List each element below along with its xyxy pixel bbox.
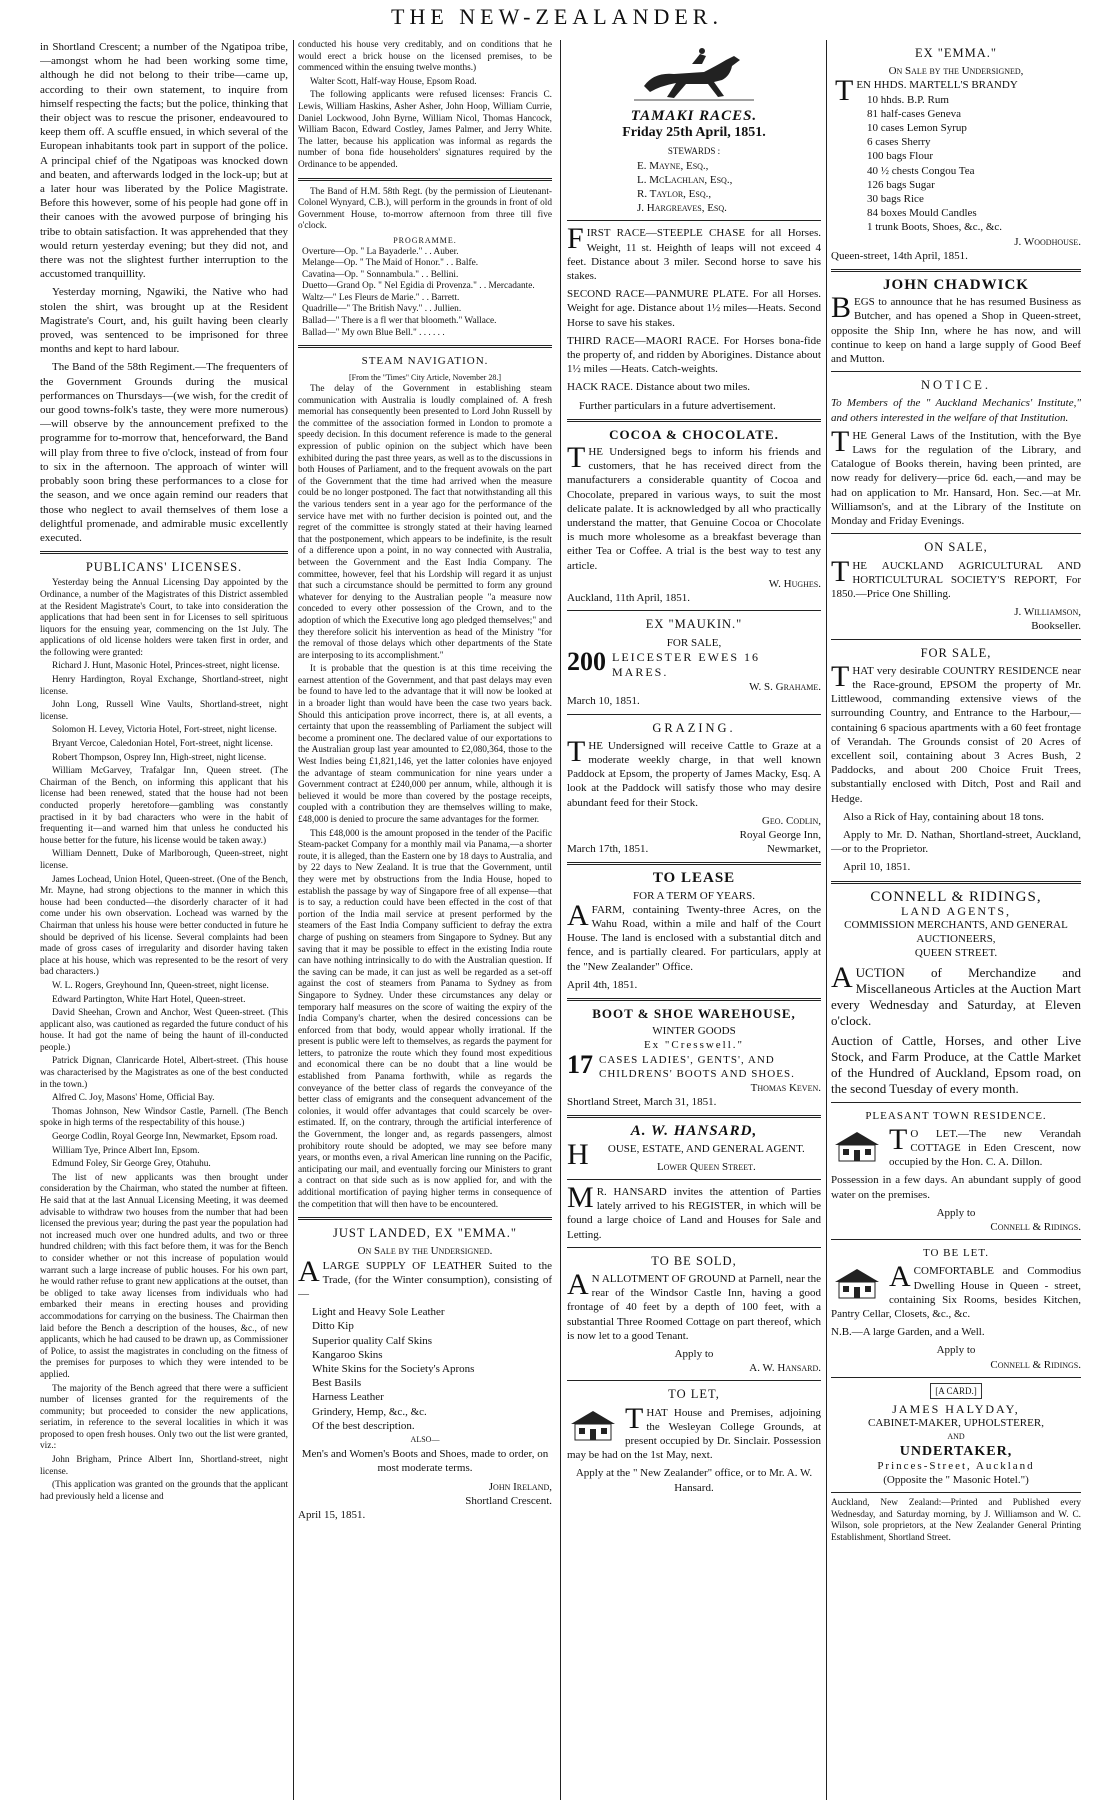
article-paragraph: Yesterday being the Annual Licensing Day appointed by the Ordinance, a number of the Magistrates of this District assembled at the Resident Magistrate's Court, to take into consideration the applications that had been sent in for Licenses to sell spirituous liquors for the ensuing year, commencing on the 1st July. The applications of old license holders were taken first in order, and the following were granted: xyxy=(40,578,288,658)
ad-subheading: On Sale by the Undersigned, xyxy=(888,65,1024,78)
ad-subheading: FOR SALE, xyxy=(666,636,722,649)
goods-item: 84 boxes Mould Candles xyxy=(867,207,977,220)
ad-heading: FOR SALE, xyxy=(920,645,992,660)
divider xyxy=(567,1380,821,1381)
programme-item: Ballad—" My own Blue Bell." . . . . . . xyxy=(302,327,445,338)
card-label: [A CARD.] xyxy=(930,1383,982,1399)
ad-heading: JUST LANDED, EX "EMMA." xyxy=(332,1226,518,1241)
section-heading: STEAM NAVIGATION. xyxy=(361,355,489,368)
imprint: Auckland, New Zealand:—Printed and Published every Wednesday, and Saturday morning, by J. Williamson and W. C. Wilson, sole proprietors, at the New Zealander General Printing Establishment, Shortland Street. xyxy=(831,1498,1081,1544)
steward: R. Taylor, Esq., xyxy=(637,188,712,201)
ad-date: March 10, 1851. xyxy=(567,695,640,708)
source-note: [From the "Times" City Article, November 28.] xyxy=(349,373,501,383)
band-notice: The Band of H.M. 58th Regt. (by the permission of Lieutenant-Colonel Wynyard, C.B.), will perform in the grounds in front of old Government House, to-morrow afternoon from three till five o'clock. xyxy=(298,186,552,232)
card-address: (Opposite the " Masonic Hotel.") xyxy=(883,1474,1029,1487)
divider xyxy=(831,1492,1081,1493)
article-paragraph: Yesterday morning, Ngawiki, the Native who had stolen the shirt, was brought up at the Resident Magistrate's Court, and, his guilt having been clearly proved, was sentenced to be imprisoned for three months and kept to hard labour. xyxy=(40,286,288,356)
ad-heading: GRAZING. xyxy=(652,720,736,735)
ad-heading: JOHN CHADWICK xyxy=(883,277,1029,294)
ad-heading: COCOA & CHOCOLATE. xyxy=(609,426,779,442)
divider xyxy=(567,419,821,422)
card-trade: CABINET-MAKER, UPHOLSTERER, xyxy=(868,1417,1044,1430)
ad-footer xyxy=(567,842,821,856)
ad-text: BEGS to announce that he has resumed Business as Butcher, and has opened a Shop in Queen-street, opposite the Ship Inn, where he has now, and will continue to keep on hand a large supply of Good Beef and Mutton. xyxy=(831,291,1081,366)
ad-subheading: On Sale by the Undersigned. xyxy=(357,1245,493,1258)
race-entry: HACK RACE. Distance about two miles. xyxy=(567,381,751,394)
ad-text: THE General Laws of the Institution, with the Bye Laws for the regulation of the Library, and Catalogue of Books therein, having been printed, are now ready for delivery—price 6d. each,—and may be had on application to Mr. Hansard, Hon. Sec.—at Mr. Williamson's, and at the Library of the Institute on Monday and Friday Evenings. xyxy=(831,424,1081,528)
ad-apply: Apply to xyxy=(936,1344,976,1357)
quantity-number: 200 xyxy=(567,649,606,676)
house-illustration xyxy=(567,1408,619,1442)
goods-item: 126 bags Sugar xyxy=(867,178,935,191)
race-date: Friday 25th April, 1851. xyxy=(622,125,766,141)
license-entry: David Sheehan, Crown and Anchor, West Queen-street. (This applicant also, was cautioned as regarded the future conduct of his house. It had got the name of being the haunt of ill-conducted people.) xyxy=(40,1008,288,1053)
divider xyxy=(298,178,552,181)
racehorse-illustration xyxy=(634,42,754,104)
license-entry: John Long, Russell Wine Vaults, Shortland-street, night license. xyxy=(40,700,288,722)
programme-item: Melange—Op. " The Maid of Honor." . . Balfe. xyxy=(302,258,479,269)
divider xyxy=(567,1179,821,1180)
card-trade: UNDERTAKER, xyxy=(899,1443,1013,1459)
ad-signature: Connell & Ridings. xyxy=(990,1358,1081,1371)
column-1 xyxy=(40,40,288,1800)
ad-address: Newmarket, xyxy=(766,843,821,856)
ad-signature: Geo. Codlin, xyxy=(761,814,821,827)
stewards-list xyxy=(567,159,821,216)
programme-item: Overture—Op. " La Bayaderle." . . Auber. xyxy=(302,246,459,257)
ad-heading: BOOT & SHOE WAREHOUSE, xyxy=(592,1005,796,1021)
leather-item: Grindery, Hemp, &c., &c. xyxy=(312,1405,427,1418)
leather-item: Kangaroo Skins xyxy=(312,1348,383,1361)
ad-apply: Apply at the " New Zealander" office, or to Mr. A. W. Hansard. xyxy=(575,1467,813,1494)
ad-heading: TO BE SOLD, xyxy=(651,1253,737,1268)
ad-signature: W. Hughes. xyxy=(768,577,821,590)
license-entry: Edmund Foley, Sir George Grey, Otahuhu. xyxy=(52,1159,211,1170)
ad-heading: A. W. HANSARD, xyxy=(630,1123,758,1140)
column-3 xyxy=(567,40,821,1800)
ad-heading: EX "EMMA." xyxy=(914,46,997,60)
ad-text: Possession in a few days. An abundant supply of good water on the premises. xyxy=(831,1174,1081,1201)
article-paragraph: The delay of the Government in establishing steam communication with Australia is loudly complained of. A fresh memorial has consequently been presented to Lord John Russell by the committee of the association formed in London to promote a speedy decision. In this document reference is made to the general expression of public opinion on the subject which have been exhibited during the past three years, as well as to the discussions in both Houses of Parliament, and to the frequent avowals on the part of the Government that the time had arrived when the measure could be no longer postponed. The fact that notwithstanding all this the various tenders sent in a year ago for the performance of the service have met with no further decision is pointed out, and the regret of the committee is strongly stated at their having learned that the postponement, which appears to be indefinite, is the result of a difference upon a point, in no way connected with Australia, between the Government and the East India Company. The committee, however, feel that his Lordship will regard it as unjust that such a circumstance should be permitted to form any ground whatever for denying to the Australian people "a measure now conceded to every other possession of the Crown, and to the adoption of which the Executive long ago pledged themselves;" and they therefore solicit his intervention as head of the Ministry "for the removal of those delays which other departments of the State are interposing to its accomplishment." xyxy=(298,384,552,661)
ad-text: ALARGE SUPPLY OF LEATHER Suited to the Trade, (for the Winter consumption), consisting of— xyxy=(298,1254,552,1301)
column-rule xyxy=(560,40,561,1800)
goods-item: 30 bags Rice xyxy=(867,193,924,206)
leather-item: White Skins for the Society's Aprons xyxy=(312,1363,475,1376)
ad-text: Also a Rick of Hay, containing about 18 tons. xyxy=(843,810,1044,823)
steward: E. Mayne, Esq., xyxy=(637,159,709,172)
license-entry: Robert Thompson, Osprey Inn, High-street, night license. xyxy=(52,752,267,763)
divider xyxy=(567,714,821,715)
ad-signature: Bookseller. xyxy=(1031,620,1081,633)
article-paragraph: The following applicants were refused licenses: Francis C. Lewis, William Haskins, Asher Asher, John Hoop, William Currie, Daniel Lockwood, John Byrne, William Nicol, Thomas Hancock, William Bacon, Edward Costley, James Palmer, and Jerry White. The latter, because his application was informal as regards the number of bona fide householders' signatures required by the Ordinance to be appended. xyxy=(298,90,552,170)
ad-text: T O LET.—The new Verandah COTTAGE in Eden Crescent, now occupied by the Hon. C. A. Dillon. xyxy=(889,1122,1081,1169)
goods-item: TEN HHDS. MARTELL'S BRANDY xyxy=(835,74,1018,108)
ad-text: THAT House and Premises, adjoining the Wesleyan College Grounds, at present occupied by Dr. Sinclair. Possession may be had on the 1st May, next. xyxy=(567,1401,821,1462)
article-paragraph: conducted his house very creditably, and on conditions that he would erect a brick house on the licensed premises, to be commenced within the ensuing twelve months.) xyxy=(298,40,552,74)
article-paragraph: This £48,000 is the amount proposed in the tender of the Pacific Steam-packet Company for a monthly mail via Panama,—a shorter route, it is alleged, than the Eastern one by 18 days to Australia, and by 22 days to New Zealand. It is true that the Government, until they were met by obstructions from the India House, hoped to establish the passage by way of Singapore free of all expense—that is to say, a reduction could have been effected in the cost of that portion of the India mail service at present performed by the steamers of the East India Company sufficient to defray the extra charge of pushing on steamers from Singapore to Sydney. But any saving that it may be possible to effect in the existing India route can have nothing intrinsically to do with the Australian question. If the saving can be made, it can just as well be regarded as a set-off against the cost of steamers from Panama to Sydney as from Singapore to Sydney. Under these circumstances any delay or temporary half measures on the score of waiting the expiry of the India Company's charter, when the desired concessions can be enforced from that body, would appear wholly irrational. If the present is public were left to themselves, as regards the payment for letters, to patronize the route which they found most expeditious and economical there can be no doubt that a line would be established from Panama forthwith, while as regards the conveyance of the better class of regards the conveyance of the better class of emigrants and the consequent advancement of the colonies, it would offer advantages that could scarcely be over-estimated. If, on the contrary, through the artificial interference of the Government, the longer and, as regards passengers, almost prohibitory route should be adopted, we may see before many years, or months even, a rival American line running on the Pacific, anticipating our mail, and eventually forcing our Ministers to grant a contract on that side such as is now applied for, and with the additional mortification of paying higher terms in consequence of the competition that will then have to be encountered. xyxy=(298,828,552,1210)
goods-item: 81 half-cases Geneva xyxy=(867,107,962,120)
goods-item: 6 cases Sherry xyxy=(867,136,931,149)
ad-date: April 4th, 1851. xyxy=(567,978,638,991)
card-address: Princes-Street, Auckland xyxy=(877,1459,1035,1472)
house-illustration xyxy=(831,1129,883,1163)
ad-text: AFARM, containing Twenty-three Acres, on the Wahu Road, within a mile and half of the Court House. The land is enclosed with a substantial ditch and fence, and is partially cleared. For particulars, apply at the "New Zealander" Office. xyxy=(567,898,821,973)
programme-item: Ballad—" There is a fl wer that bloometh." Wallace. xyxy=(302,316,497,327)
divider xyxy=(831,371,1081,372)
ad-signature: W. S. Grahame. xyxy=(749,681,821,694)
emma-list xyxy=(831,74,1081,234)
licenses-article xyxy=(40,578,288,1503)
ad-text: Auction of Cattle, Horses, and other Live Stock, and Farm Produce, at the Cattle Market of the Hundred of Auckland, Epsom road, on the second Tuesday of every month. xyxy=(831,1032,1081,1096)
divider xyxy=(40,551,288,554)
goods-item: 100 bags Flour xyxy=(867,150,933,163)
leather-item: Harness Leather xyxy=(312,1391,384,1404)
license-entry: Patrick Dignan, Clanricarde Hotel, Albert-street. (This house was characterised by the Magistrates as one of the best conducted in the town.) xyxy=(40,1056,288,1090)
column-2 xyxy=(298,40,552,1800)
goods-item: 1 trunk Boots, Shoes, &c., &c. xyxy=(867,221,1003,234)
divider xyxy=(298,1217,552,1220)
ad-heading: CONNELL & RIDINGS, xyxy=(870,888,1042,905)
ad-subheading: WINTER GOODS xyxy=(652,1025,736,1038)
leather-item: Superior quality Calf Skins xyxy=(312,1334,433,1347)
ad-text: THAT very desirable COUNTRY RESIDENCE near the Race-ground, EPSOM the property of Mr. Littlewood, commanding extensive views of the surrounding Country, and Entrance to the Harbour,—containing 6 spacious apartments with a 60 feet frontage of Verandah. The Grounds consist of 20 Acres of excellent soil, containing about 3 Acres Bush, 2 Paddocks, and about 200 Choice Fruit Trees, substantially enclosed with Ditch, Post and Rail and Hedge. xyxy=(831,659,1081,805)
programme-label: PROGRAMME. xyxy=(393,235,457,245)
ad-heading: TO LEASE xyxy=(652,870,736,887)
ad-subheading: To Members of the " Auckland Mechanics' Institute," and others interested in the welfare of that Institution. xyxy=(831,397,1081,424)
goods-item: 10 cases Lemon Syrup xyxy=(867,122,967,135)
license-entry: Alfred C. Joy, Masons' Home, Official Bay. xyxy=(52,1093,215,1104)
ad-text: H OUSE, ESTATE, AND GENERAL AGENT. xyxy=(567,1137,805,1171)
divider xyxy=(298,345,552,348)
ad-body xyxy=(567,650,821,680)
ad-heading: PLEASANT TOWN RESIDENCE. xyxy=(865,1109,1047,1122)
ad-date: April 10, 1851. xyxy=(843,861,911,874)
ad-text: N.B.—A large Garden, and a Well. xyxy=(831,1326,985,1339)
ad-signature: John Ireland, xyxy=(488,1480,552,1493)
ad-signature: A. W. Hansard. xyxy=(749,1362,821,1375)
race-entry: SECOND RACE—PANMURE PLATE. For all Horses. Weight for age. Distance about 1½ miles—Heats. Second Horse to save his stakes. xyxy=(567,288,821,329)
card-and: AND xyxy=(947,1432,965,1442)
masthead: THE NEW-ZEALANDER. xyxy=(391,4,723,29)
ad-date: April 15, 1851. xyxy=(298,1509,366,1522)
divider xyxy=(831,1377,1081,1378)
license-entry: John Brigham, Prince Albert Inn, Shortland-street, night license. xyxy=(40,1455,288,1477)
race-entry: FIRST RACE—STEEPLE CHASE for all Horses. Weight, 11 st. Heighth of leaps will not exceed 4 feet. Distance about 3 miler. Second horse to save his stakes. xyxy=(567,222,821,283)
divider xyxy=(831,881,1081,884)
ad-text: LEICESTER EWES 16 MARES. xyxy=(612,649,760,679)
programme-list xyxy=(298,247,552,340)
ad-subheading: Ex "Cresswell." xyxy=(643,1039,745,1052)
section-heading: PUBLICANS' LICENSES. xyxy=(85,560,243,575)
race-entry: THIRD RACE—MAORI RACE. For Horses bona-fide the property of, and ridden by Aborigines. Distance about 1½ miles —Heats. Catch-weights. xyxy=(567,334,821,376)
license-entry: W. L. Rogers, Greyhound Inn, Queen-street, night license. xyxy=(52,980,269,991)
steward: L. McLachlan, Esq., xyxy=(637,173,733,186)
goods-item: 40 ½ chests Congou Tea xyxy=(867,164,975,177)
article-paragraph: Walter Scott, Half-way House, Epsom Road. xyxy=(310,76,477,87)
article-paragraph: in Shortland Crescent; a number of the Ngatipoa tribe,—amongst whom he had been working some time, although he did not belong to their tribe—came up, according to their own statement, to inquire from himself respecting the facts; but the police, thinking that their object was to rescue the prisoner, endeavoured to keep them off. A scuffle ensued, in which several of the European inhabitants took part in support of the police. A principal chief of the Ngatipoas was knocked down and beaten, and afterwards lodged in the lock-up; but at a later hour was liberated by the Police Magistrate. Before this however, some of his people had gone off in their canoes with the avowed purpose of bringing his tribe to obtain satisfaction. It was apprehended that they would return yesterday evening; but they did not, and there was not the slightest further interruption to the accustomed tranquillity. xyxy=(40,41,288,281)
leather-item: Ditto Kip xyxy=(312,1320,354,1333)
ad-text: THE Undersigned begs to inform his friends and customers, that he has received direct from the manufacturers a considerable quantity of Cocoa and Chocolate, prepared in various ways, to suit the most delicate palate. It is acknowledged by all who practically understand the matter, that Genuine Cocoa or Chocolate is much more wholesome as a breakfast beverage than either Tea or Coffee. A trial is the best way to test any article. xyxy=(567,441,821,572)
ad-heading: TO BE LET. xyxy=(922,1247,990,1260)
ad-subheading: LAND AGENTS, xyxy=(901,903,1011,918)
also-label: ALSO— xyxy=(410,1435,440,1445)
goods-item: 10 hhds. B.P. Rum xyxy=(867,93,949,106)
divider xyxy=(831,269,1081,272)
ad-text: M R. HANSARD invites the attention of Parties lately arrived to his REGISTER, in which will be found a large choice of Land and Houses for Sale and Letting. xyxy=(567,1181,821,1241)
divider xyxy=(831,533,1081,534)
ad-heading: ON SALE, xyxy=(924,540,988,555)
license-entry: Solomon H. Levey, Victoria Hotel, Fort-street, night license. xyxy=(52,725,277,736)
ad-date: Shortland Street, March 31, 1851. xyxy=(567,1096,717,1109)
column-rule xyxy=(826,40,827,1800)
ad-text: A N ALLOTMENT OF GROUND at Parnell, near the rear of the Windsor Castle Inn, having a good frontage of 40 feet by a depth of 100 feet, with a substantial Three Roomed Cottage on part thereof, which is now let to a good Tenant. xyxy=(567,1268,821,1342)
ad-signature: Thomas Keven. xyxy=(750,1081,821,1094)
ad-text: THE Undersigned will receive Cattle to Graze at a moderate weekly charge, in that well known Paddock at Epsom, the property of James Macky, Esq. A look at the Paddock will satisfy those who may desire abundant feed for their Stock. xyxy=(567,734,821,809)
license-entry: Bryant Vercoe, Caledonian Hotel, Fort-street, night license. xyxy=(52,739,273,750)
article-paragraph: The Band of the 58th Regiment.—The frequenters of the Government Grounds during the musical performances on Thursdays—(we wish, for the credit of our good towns-folk's taste, they were more numerous)—will observe by the announcement prefixed to the programme for to-morrow that, henceforward, the Band will play from three to five o'clock, instead of from four to six in the afternoon. The approach of winter will probably soon bring these performances to a close for the season, and we once again remind our readers that those who neglect to avail themselves of them lose a delightful promenade, and admirable music excellently executed. xyxy=(40,361,288,544)
ad-apply: Apply to xyxy=(674,1348,714,1361)
programme-item: Duetto—Grand Op. " Nel Egidia di Provenza." . . Mercadante. xyxy=(302,281,535,292)
divider xyxy=(567,220,821,221)
ad-text: THE AUCKLAND AGRICULTURAL AND HORTICULTURAL SOCIETY'S REPORT, For 1850.—Price One Shilling. xyxy=(831,554,1081,600)
article-paragraph: The majority of the Bench agreed that there were a sufficient number of licenses granted for the requirements of the community; but proceeded to consider the new applications, seriatim, in reference to the several localities in which it was proposed to open fresh houses. Only two out the list were granted, viz.: xyxy=(40,1383,288,1452)
ad-heading: NOTICE. xyxy=(921,378,991,393)
programme-item: Quadrille—" The British Navy." . . Jullien. xyxy=(302,304,462,315)
column-4 xyxy=(831,40,1081,1800)
ad-text: Apply to Mr. D. Nathan, Shortland-street, Auckland,—or to the Proprietor. xyxy=(831,828,1081,856)
column-rule xyxy=(293,40,294,1800)
ad-subheading: COMMISSION MERCHANTS, AND GENERAL AUCTIONEERS, xyxy=(844,918,1068,946)
programme-item: Waltz—" Les Fleurs de Marie." . . Barrett. xyxy=(302,292,460,303)
license-entry: George Codlin, Royal George Inn, Newmarket, Epsom road. xyxy=(52,1132,278,1143)
article-paragraph: The list of new applicants was then brought under consideration by the Chairman, who stated the number at fifteen. He said that at the last Annual Licensing Meeting, it was deemed advisable to withdraw two houses from the number that had been licensed the previous year; during the past year the population had not increased much over one hundred adults, and two or three hundred children; with this fact before them, it was for the Bench to consider whether or not this increase of population would warrant such a large increase of public houses. For his own part, he would rather refuse to grant new applications at the outset, than be obliged to take away licenses from individuals who had embarked their means in erecting houses and providing accommodations for carrying on the business. The Chairman then laid before the Bench a description of the houses, &c., of new applicants, which he had caused to be drawn up, as Commissioner of Police, to assist the magistrates in concluding on the fitness of the premises for purposes to which they were intended to be applied. xyxy=(40,1172,288,1380)
ad-text: ACOMFORTABLE and Commodius Dwelling House in Queen - street, containing Six Rooms, besides Kitchen, Pantry Cellar, Closets, &c., &c. xyxy=(831,1260,1081,1321)
programme-item: Cavatina—Op. " Sonnambula." . . Bellini. xyxy=(302,269,459,280)
ad-text: CASES LADIES', GENTS', AND CHILDRENS' BOOTS AND SHOES. xyxy=(599,1053,795,1080)
steward: J. Hargreaves, Esq. xyxy=(637,202,727,215)
license-entry: William Dennett, Duke of Marlborough, Queen-street, night license. xyxy=(40,849,288,871)
ad-signature: Connell & Ridings. xyxy=(990,1221,1081,1233)
ad-heading: EX "MAUKIN." xyxy=(645,617,743,632)
ad-address: Lower Queen Street. xyxy=(656,1160,756,1173)
license-entry: Edward Partington, White Hart Hotel, Queen-street. xyxy=(52,994,246,1005)
ad-subheading: QUEEN STREET. xyxy=(914,947,998,960)
divider xyxy=(831,1102,1081,1103)
license-entry: Richard J. Hunt, Masonic Hotel, Princes-street, night license. xyxy=(52,661,280,672)
ad-date: Auckland, 11th April, 1851. xyxy=(567,592,691,605)
leather-item: Best Basils xyxy=(312,1377,362,1390)
divider xyxy=(567,610,821,611)
divider xyxy=(567,1247,821,1248)
divider xyxy=(567,1115,821,1118)
license-entry: James Lochead, Union Hotel, Queen-street. (One of the Bench, Mr. Mayne, had strong objections to the manner in which this house had been conducted—the disorderly character of it had come under his own observation. Lochead was warned by the Chairman that unless his house were better conducted in future he should be deprived of his license. Several complaints had been made of gross cases of irregularity and disorder having taken place at his house, which was represented to be the resort of very bad characters.) xyxy=(40,874,288,978)
stewards-label: STEWARDS : xyxy=(667,146,721,157)
ad-heading: TAMAKI RACES. xyxy=(630,108,758,124)
license-entry: William Tye, Prince Albert Inn, Epsom. xyxy=(52,1145,200,1156)
ad-date: March 17th, 1851. xyxy=(567,843,649,856)
license-entry: Thomas Johnson, New Windsor Castle, Parnell. (The Bench spoke in high terms of the respectability of this house.) xyxy=(40,1106,288,1129)
race-entry: Further particulars in a future advertisement. xyxy=(579,399,776,412)
ad-apply: Apply to xyxy=(936,1206,976,1219)
divider xyxy=(567,998,821,1001)
divider xyxy=(831,1239,1081,1240)
ad-signature: J. Williamson, xyxy=(1014,606,1081,619)
ad-signature: J. Woodhouse. xyxy=(1014,235,1081,248)
ad-address: Shortland Crescent. xyxy=(465,1494,552,1507)
license-entry: Henry Hardington, Royal Exchange, Shortland-street, night license. xyxy=(40,675,288,697)
house-illustration xyxy=(831,1266,883,1300)
leather-item: Light and Heavy Sole Leather xyxy=(312,1306,445,1319)
divider xyxy=(567,862,821,865)
ad-text: AUCTION of Merchandize and Miscellaneous Articles at the Auction Mart every Wednesday and Saturday, at Eleven o'clock. xyxy=(831,960,1081,1028)
license-entry: (This application was granted on the grounds that the applicant had previously held a license and xyxy=(40,1480,288,1502)
ad-body xyxy=(567,1053,821,1081)
quantity-number: 17 xyxy=(567,1052,593,1079)
leather-list xyxy=(298,1305,552,1433)
leather-item: Of the best description. xyxy=(312,1419,415,1432)
ad-subheading: FOR A TERM OF YEARS. xyxy=(633,889,755,902)
ad-text: Men's and Women's Boots and Shoes, made to order, on most moderate terms. xyxy=(301,1448,549,1475)
ad-address: Royal George Inn, xyxy=(739,828,821,841)
ad-date: Queen-street, 14th April, 1851. xyxy=(831,249,968,262)
divider xyxy=(831,639,1081,640)
license-entry: William McGarvey, Trafalgar Inn, Queen street. (The Chairman of the Bench, on informing this applicant that his license had been renewed, stated that the house had not been conducted properly heretofore—gambling was constantly practised in it by bad characters who were in the habit of frequenting it—and warned him that unless he conducted his house better for the future, his license would be taken away.) xyxy=(40,766,288,846)
article-paragraph: It is probable that the question is at this time receiving the earnest attention of the Government, and that past delays may even be found to have led to the advantage that it will now be looked at in a broader light than would have been the case two years back. Should this anticipation prove incorrect, there is, at all events, a certainty that upon the reassembling of Parliament the subject will become a prominent one. The declared value of our exportations to the Australian group last year amounted to £2,080,364, those to the West Indies being £1,821,146, yet the latter colonies have enjoyed the advantage of steam communication for nine years under a Government contract at £240,000 per annum, while, although it is believed it would be more than covered by the postage receipts, coupled with a contribution they are themselves willing to make, £48,000 is denied to procure the same advantages for the former. xyxy=(298,664,552,826)
card-name: JAMES HALYDAY, xyxy=(892,1402,1020,1417)
ad-heading: TO LET, xyxy=(668,1387,720,1402)
